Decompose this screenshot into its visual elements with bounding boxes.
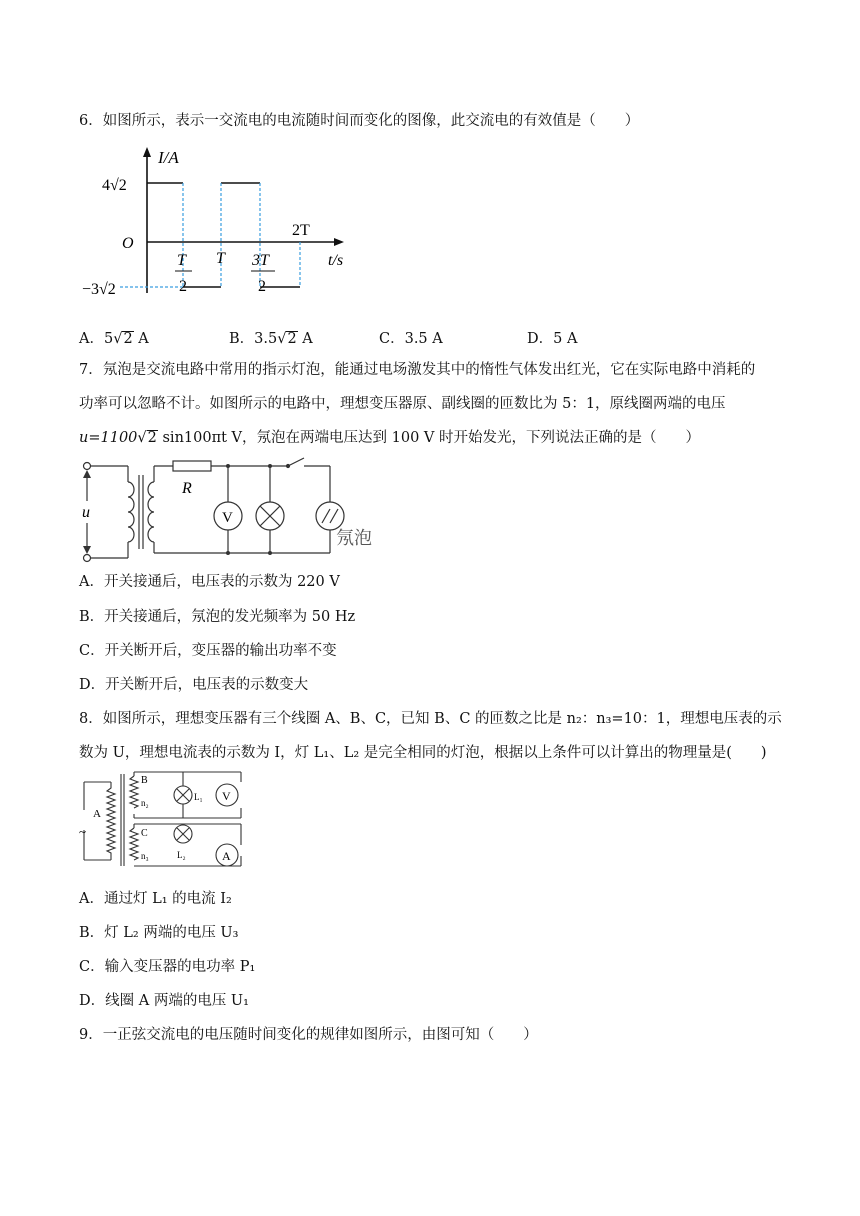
q8-transformer-diagram [76,770,246,870]
q8-option-d[interactable]: D．线圈 A 两端的电压 U₁ [79,993,249,1009]
q6-option-c[interactable]: C．3.5 A [379,331,443,347]
tick-half-den: 2 [179,278,187,295]
tick-T-label: T [216,250,225,267]
q8-option-c[interactable]: C．输入变压器的电功率 P₁ [79,959,256,975]
tick-3half-label: 3T [252,252,269,269]
q6-option-a[interactable]: A．5√2 A [79,331,149,347]
neon-label: 氖泡 [336,528,372,548]
resistor-label: R [182,480,192,497]
q6-current-graph [80,145,360,305]
q6-option-d[interactable]: D．5 A [527,331,578,347]
q8-option-b[interactable]: B．灯 L₂ 两端的电压 U₃ [79,925,239,941]
source-label: ~ [79,824,87,839]
q9-stem: 9．一正弦交流电的电压随时间变化的规律如图所示，由图可知（ ） [79,1027,538,1043]
x-axis-label: t/s [328,252,344,269]
pos-level-label: 4√2 [102,177,127,194]
tick-3half-den: 2 [258,278,266,295]
coil-a-label: A [93,808,101,820]
l1-label: L₁ [194,792,203,802]
u-label: u [82,504,90,521]
q6-option-b[interactable]: B．3.5√2 A [229,331,313,347]
tick-half-label: T [177,252,186,269]
voltmeter-label: V [222,510,233,526]
q7-stem-line2: 功率可以忽略不计。如图所示的电路中，理想变压器原、副线圈的匝数比为 5：1，原线圈两端的电压 [79,396,726,412]
ammeter-label: A [222,849,231,863]
neg-level-label: −3√2 [82,281,116,298]
q8-stem-line2: 数为 U，理想电流表的示数为 I，灯 L₁、L₂ 是完全相同的灯泡，根据以上条件可以计算出的物理量是( ) [79,745,767,761]
n2-label: n₂ [141,798,149,808]
q7-option-d[interactable]: D．开关断开后，电压表的示数变大 [79,677,309,693]
y-axis-label: I/A [158,148,179,167]
coil-c-label: C [141,828,148,839]
q7-stem-line3: u=1100√2 sin100πt V，氖泡在两端电压达到 100 V 时开始发光，下列说法正确的是（ ） [79,430,700,446]
q8-option-a[interactable]: A．通过灯 L₁ 的电流 I₂ [79,891,232,907]
q7-option-b[interactable]: B．开关接通后，氖泡的发光频率为 50 Hz [79,609,356,625]
q7-option-c[interactable]: C．开关断开后，变压器的输出功率不变 [79,643,337,659]
l2-label: L₂ [177,850,186,860]
q7-circuit-diagram [78,457,378,567]
coil-b-label: B [141,775,148,786]
tick-2T-label: 2T [292,222,310,239]
q6-stem: 6．如图所示，表示一交流电的电流随时间而变化的图像，此交流电的有效值是（ ） [79,113,640,129]
n3-label: n₃ [141,851,149,861]
q7-stem-line1: 7．氖泡是交流电路中常用的指示灯泡，能通过电场激发其中的惰性气体发出红光，它在实际电路中消耗的 [79,362,756,378]
origin-label: O [122,235,134,252]
voltmeter-label: V [222,789,231,803]
q7-option-a[interactable]: A．开关接通后，电压表的示数为 220 V [79,574,340,590]
q8-stem-line1: 8．如图所示，理想变压器有三个线圈 A、B、C，已知 B、C 的匝数之比是 n₂：n₃=10：1，理想电压表的示 [79,711,782,727]
